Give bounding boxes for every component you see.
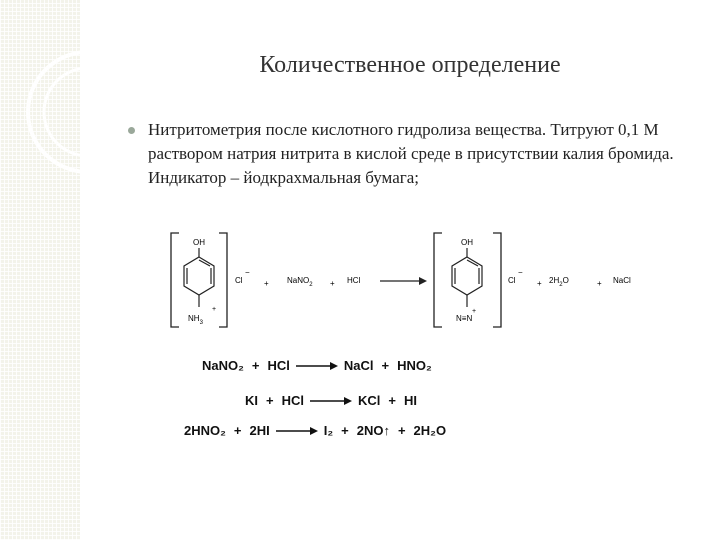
eq3-reactant-2: 2HI [249,423,270,438]
eq3-arrow [276,426,318,436]
reaction-scheme [165,225,665,335]
equation-2 [245,393,417,408]
right-diazonium-charge: + [472,308,477,315]
eq2-plus: + [266,393,274,408]
water-product: $2H_2O$ [549,276,569,288]
eq1-reactant-2: HCl [267,358,290,373]
eq1-plus-2: + [381,358,390,373]
nano2-reagent: NaNO$_2$ [287,276,313,288]
eq2-reactant-1: KI [245,393,258,408]
left-amine: $NH_3$ [188,314,203,326]
left-amine-charge: + [212,306,217,313]
eq3-plus-2: + [341,423,349,438]
plus-1: + [264,279,269,288]
benzene-ring-left [184,257,214,295]
left-bracket-close [219,233,227,327]
eq2-product-2: HI [403,393,417,408]
eq2-plus-2: + [388,393,396,408]
eq1-arrow [296,361,338,371]
eq3-product-2: 2NO↑ [356,423,390,438]
eq2-reactant-2: HCl [281,393,304,408]
eq3-product-1: I₂ [323,423,334,438]
plus-4: + [597,279,602,288]
right-bracket-close [493,233,501,327]
right-bracket-open [434,233,442,327]
bullet-dot [128,127,135,134]
right-diazonium: N≡N [456,314,473,323]
reaction-arrow [380,277,427,285]
cl-left-charge: − [245,268,250,277]
equation-3 [184,423,446,438]
left-bracket-open [171,233,179,327]
left-oh: OH [193,238,205,247]
eq1-reactant-1: NaNO₂ [202,358,244,373]
right-oh: OH [461,238,473,247]
eq1-product-1: NaCl [343,358,374,373]
equation-1 [202,358,432,373]
eq2-arrow [310,396,352,406]
eq3-plus-3: + [397,423,406,438]
eq2-product-1: KCl [357,393,381,408]
eq3-product-3: 2H₂O [413,423,447,438]
benzene-ring-right [452,257,482,295]
plus-3: + [537,279,542,288]
bullet-text: Нитритометрия после кислотного гидролиза вещества. Титруют 0,1 М раствором натрия нитрита в кислой среде в присутствии калия бромида. Индикатор – йодкрахмальная бумага; [148,120,674,187]
nacl-product: NaCl [613,276,631,285]
cl-right-charge: − [518,268,523,277]
slide-title: Количественное определение [259,52,561,78]
hcl-reagent: HCl [347,276,361,285]
eq1-plus: + [251,358,260,373]
eq3-plus: + [233,423,242,438]
cl-right: Cl [508,276,516,285]
cl-left: Cl [235,276,243,285]
decorative-circles [0,0,80,540]
plus-2: + [330,279,335,288]
eq3-reactant-1: 2HNO₂ [184,423,226,438]
eq1-product-2: HNO₂ [397,358,432,373]
